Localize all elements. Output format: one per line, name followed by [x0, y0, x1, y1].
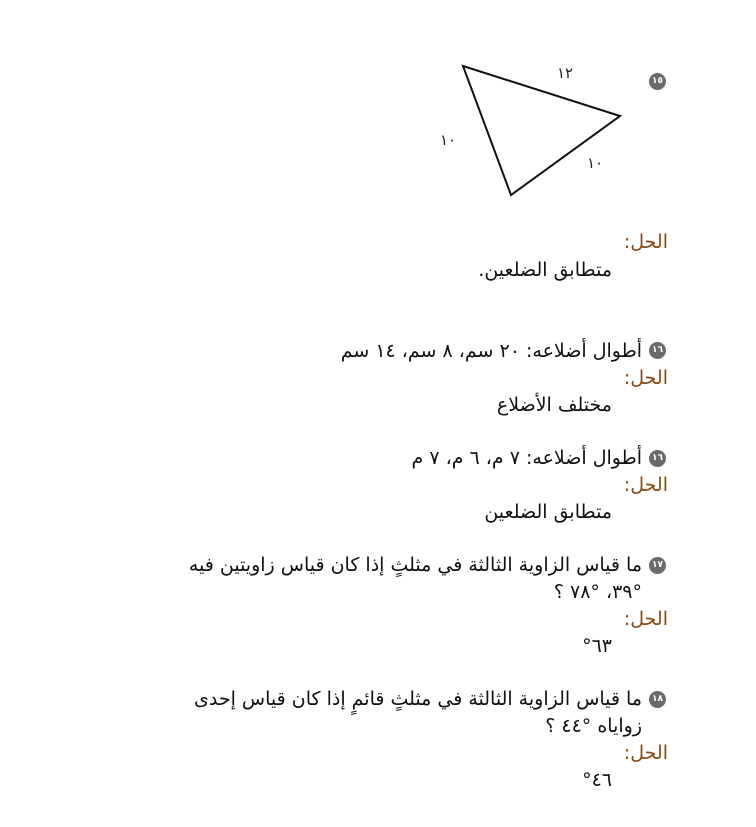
question-text-line-1: ما قياس الزاوية الثالثة في مثلثٍ إذا كان قياس زاويتين فيه [188, 554, 642, 576]
solution-label: الحل: [623, 608, 668, 630]
solution-label: الحل: [623, 367, 668, 389]
question-text-line-2: °٣٩، °٧٨ ؟ [553, 581, 642, 603]
question-text-line-1: ما قياس الزاوية الثالثة في مثلثٍ قائمٍ إذا كان قياس إحدى [194, 688, 642, 710]
solution-label: الحل: [623, 742, 668, 764]
question-text: أطوال أضلاعه: ٧ م، ٦ م، ٧ م [411, 447, 642, 469]
question-text-line-2: زواياه °٤٤ ؟ [545, 715, 642, 737]
solution-answer: متطابق الضلعين [484, 501, 612, 523]
problem-number-badge: ١٥ [649, 73, 666, 90]
solution-answer: متطابق الضلعين. [478, 259, 612, 281]
question-text: أطوال أضلاعه: ٢٠ سم، ٨ سم، ١٤ سم [340, 340, 642, 362]
problem-number-badge: ١٨ [649, 691, 666, 708]
triangle-figure [455, 58, 630, 203]
solution-label: الحل: [623, 474, 668, 496]
solution-answer: °٤٦ [582, 769, 612, 791]
triangle-side-right-label: ١٠ [587, 154, 604, 172]
solution-label: الحل: [623, 231, 668, 253]
triangle-shape [463, 66, 620, 195]
triangle-side-left-label: ١٠ [440, 131, 457, 149]
problem-number-badge: ١٦ [649, 342, 666, 359]
problem-number-badge: ١٧ [649, 557, 666, 574]
problem-number-badge: ١٦ [649, 450, 666, 467]
triangle-side-top-label: ١٢ [557, 64, 574, 82]
solution-answer: °٦٣ [582, 635, 612, 657]
solution-answer: مختلف الأضلاع [496, 394, 612, 416]
